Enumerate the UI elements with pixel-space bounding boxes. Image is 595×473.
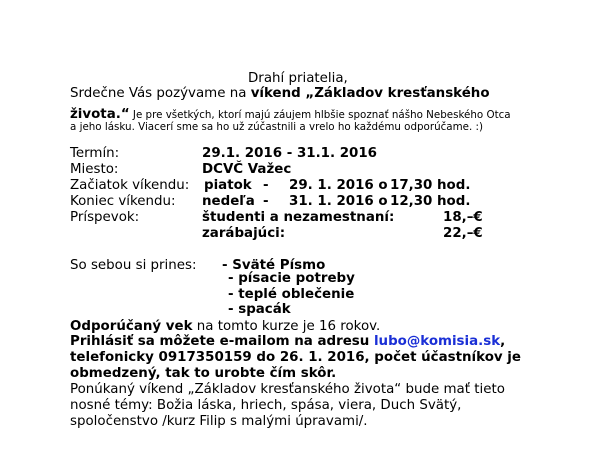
term-label: Termín: [70, 146, 120, 161]
age-label: Odporúčaný vek [70, 319, 193, 334]
place-label: Miesto: [70, 162, 119, 177]
topics-line-3: spoločenstvo /kurz Filip s malými úpravami/. [70, 414, 368, 429]
start-time: 17,30 hod. [390, 178, 471, 193]
intro-event-name: víkend „Základov kresťanského [250, 86, 490, 101]
intro-text: Srdečne Vás pozývame na [70, 86, 251, 101]
fee-workers-label: zarábajúci: [202, 226, 286, 241]
signup-line-3: obmedzený, tak to urobte čím skôr. [70, 366, 337, 381]
start-day: piatok [204, 178, 252, 193]
age-line [70, 319, 380, 334]
greeting: Drahí priatelia, [248, 71, 348, 86]
bring-item: - spacák [228, 302, 291, 317]
signup-text: Prihlásiť sa môžete e-mailom na adresu [70, 334, 374, 349]
intro-description: Je pre všetkých, ktorí majú záujem hlbšie spoznať nášho Nebeského Otca [129, 109, 511, 121]
bring-item: - Sväté Písmo [222, 258, 326, 273]
end-label: Koniec víkendu: [70, 194, 176, 209]
term-value: 29.1. 2016 - 31.1. 2016 [202, 146, 377, 161]
age-text: na tomto kurze je 16 rokov. [192, 319, 381, 334]
email-link[interactable]: lubo@komisia.sk [373, 334, 501, 349]
signup-line-2: telefonicky 0917350159 do 26. 1. 2016, počet účastníkov je [70, 350, 521, 365]
end-dash: - [263, 194, 269, 209]
topics-line-2: nosné témy: Božia láska, hriech, spása, viera, Duch Svätý, [70, 398, 462, 413]
signup-comma: , [500, 334, 506, 349]
start-date: 29. 1. 2016 o [289, 178, 388, 193]
place-value: DCVČ Važec [202, 162, 292, 177]
fee-label: Príspevok: [70, 210, 140, 225]
bring-label: So sebou si prines: [70, 258, 197, 273]
intro-line-2 [70, 103, 511, 122]
bring-item: - teplé oblečenie [228, 287, 355, 302]
start-label: Začiatok víkendu: [70, 178, 190, 193]
fee-students-value: 18,–€ [443, 210, 483, 225]
end-day: nedeľa [202, 194, 255, 209]
intro-event-name-end: života.“ [70, 107, 130, 122]
signup-line-1 [70, 334, 505, 349]
fee-students-label: študenti a nezamestnaní: [202, 210, 395, 225]
end-date: 31. 1. 2016 o [289, 194, 388, 209]
intro-line-1 [70, 86, 490, 101]
end-time: 12,30 hod. [390, 194, 471, 209]
start-dash: - [263, 178, 269, 193]
intro-description-2: a jeho lásku. Viacerí sme sa ho už zúčastnili a vrelo ho každému odporúčame. :) [70, 121, 483, 133]
fee-workers-value: 22,–€ [443, 226, 483, 241]
topics-line-1: Ponúkaný víkend „Základov kresťanského života“ bude mať tieto [70, 382, 505, 397]
bring-item: - písacie potreby [228, 271, 355, 286]
